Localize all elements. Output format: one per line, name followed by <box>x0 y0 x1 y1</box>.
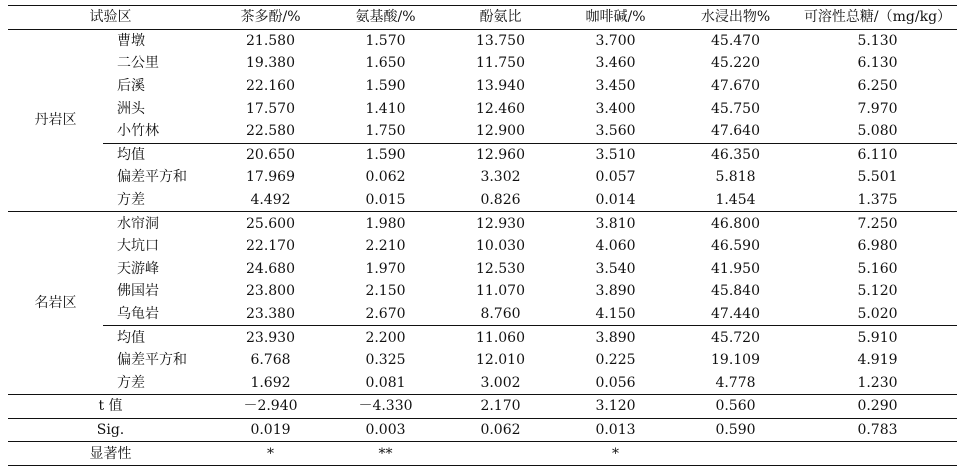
table-cell: 45.470 <box>711 32 760 49</box>
region-label: 丹岩区 <box>34 112 77 129</box>
table-cell: 5.818 <box>715 169 756 186</box>
table-cell: 2.670 <box>365 306 406 323</box>
table-cell: 17.969 <box>246 169 295 186</box>
table-cell: 3.400 <box>595 100 636 117</box>
stat-row <box>8 372 957 395</box>
table-cell: 0.062 <box>365 169 406 186</box>
table-cell: 20.650 <box>213 143 328 166</box>
table-cell: 5.080 <box>857 123 898 140</box>
table-cell: 6.768 <box>250 352 291 369</box>
stat-row <box>8 166 957 189</box>
test-name: 显著性 <box>8 442 213 466</box>
table-cell: 5.120 <box>857 283 898 300</box>
table-row <box>8 29 957 52</box>
table-cell: 22.160 <box>246 78 295 95</box>
stat-name: 均值 <box>103 143 213 166</box>
table-cell: 25.600 <box>213 212 328 235</box>
table-cell: 0.014 <box>595 192 636 209</box>
table-cell: 1.692 <box>250 374 291 391</box>
table-cell: 13.750 <box>476 32 525 49</box>
column-header: 氨基酸/% <box>328 6 443 30</box>
table-cell: 3.120 <box>558 395 673 419</box>
table-cell: 0.560 <box>673 395 798 419</box>
table-cell: 4.919 <box>857 352 898 369</box>
table-cell: 7.970 <box>857 100 898 117</box>
column-header: 试验区 <box>8 6 213 30</box>
column-header: 可溶性总糖/（mg/kg） <box>798 6 957 30</box>
table-cell: 0.783 <box>798 418 957 442</box>
table-cell: 0.003 <box>328 418 443 442</box>
site-name: 水帘洞 <box>103 212 213 235</box>
column-header: 茶多酚/% <box>213 6 328 30</box>
table-cell: 11.070 <box>476 283 525 300</box>
table-row <box>8 52 957 75</box>
test-name: Sig. <box>8 418 213 442</box>
table-cell: 19.380 <box>246 55 295 72</box>
table-cell: 24.680 <box>246 260 295 277</box>
table-cell: ** <box>328 442 443 466</box>
site-name: 二公里 <box>117 55 159 72</box>
table-cell: 5.501 <box>857 169 898 186</box>
table-cell: 0.057 <box>595 169 636 186</box>
table-cell: 47.670 <box>711 78 760 95</box>
table-cell: 23.930 <box>213 326 328 349</box>
table-cell: 4.778 <box>715 374 756 391</box>
table-cell: 3.890 <box>558 326 673 349</box>
table-cell: 5.160 <box>857 260 898 277</box>
table-cell: 19.109 <box>711 352 760 369</box>
header-row <box>8 6 957 30</box>
table-cell: * <box>213 442 328 466</box>
table-cell: 5.130 <box>857 32 898 49</box>
table-cell: 0.081 <box>365 374 406 391</box>
table-row <box>8 120 957 143</box>
table-cell: 12.530 <box>476 260 525 277</box>
site-name: 大坑口 <box>117 238 159 255</box>
table-cell: 2.170 <box>443 395 558 419</box>
table-cell: 3.002 <box>480 374 521 391</box>
table-cell: 45.840 <box>711 283 760 300</box>
table-cell: 4.492 <box>250 192 291 209</box>
site-name: 小竹林 <box>117 123 159 140</box>
table-cell: 2.200 <box>328 326 443 349</box>
table-cell: 3.540 <box>595 260 636 277</box>
site-name: 佛国岩 <box>117 283 159 300</box>
table-cell: 0.225 <box>595 352 636 369</box>
table-cell: 47.640 <box>711 123 760 140</box>
table-cell: 3.890 <box>595 283 636 300</box>
table-cell: 6.110 <box>798 143 957 166</box>
table-cell: 1.590 <box>365 78 406 95</box>
table-row <box>8 303 957 326</box>
table-cell: 46.350 <box>673 143 798 166</box>
table-cell: 1.230 <box>857 374 898 391</box>
table-cell: 1.570 <box>365 32 406 49</box>
site-name: 洲头 <box>117 100 145 117</box>
table-cell: 46.590 <box>711 238 760 255</box>
table-cell: 3.460 <box>595 55 636 72</box>
table-cell: －2.940 <box>213 395 328 419</box>
table-cell: 11.060 <box>443 326 558 349</box>
table-cell: 22.170 <box>246 238 295 255</box>
data-table <box>8 5 957 466</box>
table-cell: 0.290 <box>798 395 957 419</box>
table-cell: 3.510 <box>558 143 673 166</box>
table-cell: 5.910 <box>798 326 957 349</box>
stat-row <box>8 349 957 372</box>
table-cell: 1.410 <box>365 100 406 117</box>
table-row <box>8 212 957 235</box>
stat-row <box>8 143 957 166</box>
table-cell: 1.375 <box>857 192 898 209</box>
table-header <box>8 6 957 30</box>
table-cell: 1.970 <box>365 260 406 277</box>
table-cell: 45.750 <box>711 100 760 117</box>
stat-name: 均值 <box>103 326 213 349</box>
stat-row <box>8 189 957 212</box>
table-cell: －4.330 <box>328 395 443 419</box>
table-cell: 46.800 <box>673 212 798 235</box>
table-cell: 4.060 <box>595 238 636 255</box>
table-cell: 1.650 <box>365 55 406 72</box>
table-cell: 47.440 <box>711 306 760 323</box>
table-cell: 45.720 <box>673 326 798 349</box>
test-row <box>8 395 957 419</box>
table-cell: 0.056 <box>595 374 636 391</box>
table-cell: 1.590 <box>328 143 443 166</box>
table-cell: 8.760 <box>480 306 521 323</box>
site-name: 乌龟岩 <box>117 306 159 323</box>
table-cell: 3.810 <box>558 212 673 235</box>
table-cell: 13.940 <box>476 78 525 95</box>
table-cell <box>673 442 798 466</box>
table-cell: 12.930 <box>443 212 558 235</box>
table-cell: 1.454 <box>715 192 756 209</box>
table-cell: 10.030 <box>476 238 525 255</box>
stat-name: 方差 <box>117 192 145 209</box>
table-cell: 0.015 <box>365 192 406 209</box>
stat-row <box>8 326 957 349</box>
column-header: 咖啡碱/% <box>558 6 673 30</box>
table-cell: 1.750 <box>365 123 406 140</box>
table-cell: * <box>558 442 673 466</box>
table-row <box>8 75 957 98</box>
table-cell: 0.590 <box>673 418 798 442</box>
table-cell: 3.450 <box>595 78 636 95</box>
table-cell: 4.150 <box>595 306 636 323</box>
table-cell: 21.580 <box>246 32 295 49</box>
table-cell: 12.460 <box>476 100 525 117</box>
table-body <box>8 29 957 465</box>
table-cell <box>798 442 957 466</box>
test-row <box>8 442 957 466</box>
table-cell: 7.250 <box>798 212 957 235</box>
table-cell: 0.826 <box>480 192 521 209</box>
table-cell: 45.220 <box>711 55 760 72</box>
table-cell: 22.580 <box>246 123 295 140</box>
table-row <box>8 258 957 281</box>
table-cell: 2.210 <box>365 238 406 255</box>
table-row <box>8 97 957 120</box>
site-name: 后溪 <box>117 78 145 95</box>
table-cell <box>443 442 558 466</box>
table-cell: 17.570 <box>246 100 295 117</box>
table-cell: 3.560 <box>595 123 636 140</box>
table-cell: 12.900 <box>476 123 525 140</box>
table-cell: 23.380 <box>246 306 295 323</box>
table-cell: 1.980 <box>328 212 443 235</box>
table-cell: 0.062 <box>443 418 558 442</box>
stat-name: 偏差平方和 <box>117 352 187 369</box>
table-cell: 2.150 <box>365 283 406 300</box>
table-cell: 23.800 <box>246 283 295 300</box>
table-cell: 0.325 <box>365 352 406 369</box>
column-header: 水浸出物% <box>673 6 798 30</box>
table-cell: 6.250 <box>857 78 898 95</box>
test-name: t 值 <box>8 395 213 419</box>
table-cell: 11.750 <box>476 55 525 72</box>
region-label: 名岩区 <box>8 212 103 395</box>
table-cell: 6.130 <box>857 55 898 72</box>
table-cell: 3.700 <box>595 32 636 49</box>
table-cell: 12.960 <box>443 143 558 166</box>
site-name: 曹墩 <box>117 32 145 49</box>
table-cell: 0.019 <box>213 418 328 442</box>
test-row <box>8 418 957 442</box>
table-cell: 12.010 <box>476 352 525 369</box>
table-cell: 6.980 <box>857 238 898 255</box>
stat-name: 偏差平方和 <box>117 169 187 186</box>
site-name: 天游峰 <box>117 260 159 277</box>
stat-name: 方差 <box>117 374 145 391</box>
table-cell: 41.950 <box>711 260 760 277</box>
table-row <box>8 235 957 258</box>
column-header: 酚氨比 <box>443 6 558 30</box>
table-cell: 3.302 <box>480 169 521 186</box>
table-row <box>8 280 957 303</box>
table-cell: 5.020 <box>857 306 898 323</box>
table-cell: 0.013 <box>558 418 673 442</box>
